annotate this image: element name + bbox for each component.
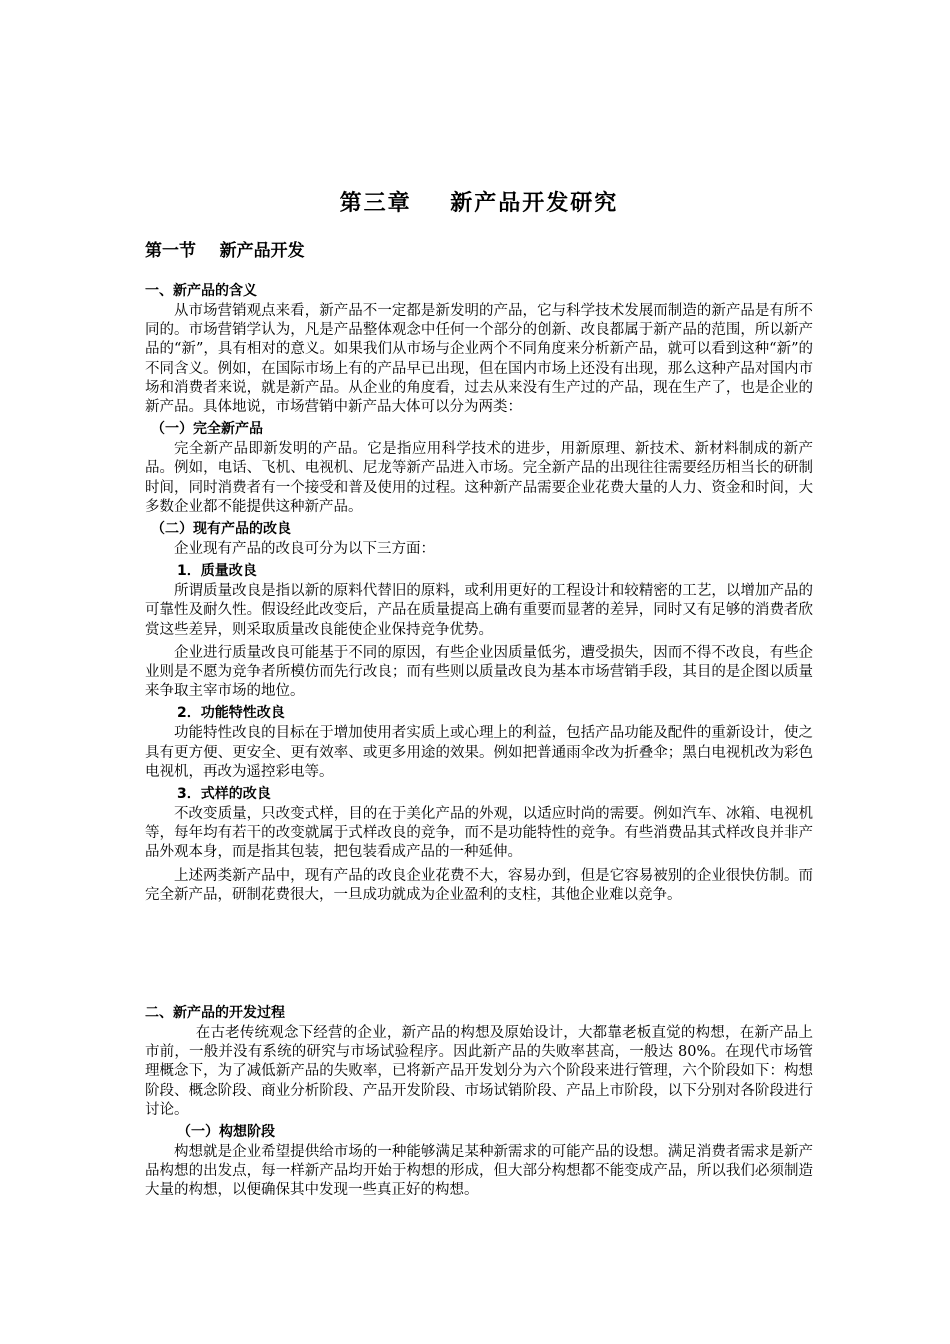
part2-heading: 二、新产品的开发过程: [145, 1005, 285, 1021]
complete-new-product-paragraph: 完全新产品即新发明的产品。它是指应用科学技术的进步，用新原理、新技术、新材料制成的新产品。例如，电话、飞机、电视机、尼龙等新产品进入市场。完全新产品的出现往往需要经历相当长的研制时间，同时消费者有一个接受和普及使用的过程。这种新产品需要企业花费大量的人力、资金和时间，大多数企业都不能提供这种新产品。: [145, 441, 813, 515]
existing-product-improvement-intro: 企业现有产品的改良可分为以下三方面：: [174, 541, 435, 558]
style-improvement-paragraph: 不改变质量，只改变式样，目的在于美化产品的外观，以适应时尚的需要。例如汽车、冰箱、电视机等，每年均有若干的改变就属于式样改良的竞争，而不是功能特性的竞争。有些消费品其式样改良并非产品外观本身，而是指其包装，把包装看成产品的一种延伸。: [145, 806, 813, 861]
quality-improvement-heading: 1．质量改良: [177, 563, 257, 580]
part1-heading: 一、新产品的含义: [145, 283, 257, 299]
section-title: 第一节 新产品开发: [145, 241, 305, 261]
part1-content: [145, 281, 813, 905]
quality-improvement-paragraph-2: 企业进行质量改良可能基于不同的原因，有些企业因质量低劣，遭受损失，因而不得不改良，有些企业则是不愿为竞争者所模仿而先行改良；而有些则以质量改良为基本市场营销手段，其目的是企图以质量来争取主宰市场的地位。: [145, 644, 813, 700]
part2-intro-paragraph: 在古老传统观念下经营的企业，新产品的构想及原始设计，大都靠老板直觉的构想，在新产品上市前，一般并没有系统的研究与市场试验程序。因此新产品的失败率甚高，一般达 80%。在现代市场管理概念下，为了减低新产品的失败率，已将新产品开发划分为六个阶段来进行管理，六个阶段如下：构想阶段、概念阶段、商业分析阶段、产品开发阶段、市场试销阶段、产品上市阶段，以下分别对各阶段进行讨论。: [145, 1025, 813, 1118]
function-improvement-paragraph: 功能特性改良的目标在于增加使用者实质上或心理上的利益，包括产品功能及配件的重新设计，使之具有更方便、更安全、更有效率、或更多用途的效果。例如把普通雨伞改为折叠伞；黑白电视机改为彩色电视机，再改为遥控彩电等。: [145, 725, 813, 780]
style-improvement-heading: 3．式样的改良: [177, 786, 271, 803]
existing-product-improvement-heading: （二）现有产品的改良: [151, 521, 291, 538]
ideation-stage-paragraph: 构想就是企业希望提供给市场的一种能够满足某种新需求的可能产品的设想。满足消费者需求是新产品构想的出发点，每一样新产品均开始于构想的形成，但大部分构想都不能变成产品，所以我们必须制造大量的构想，以便确保其中发现一些真正好的构想。: [145, 1144, 813, 1199]
ideation-stage-heading: （一）构想阶段: [177, 1124, 275, 1141]
part1-summary-paragraph: 上述两类新产品中，现有产品的改良企业花费不大，容易办到，但是它容易被别的企业很快仿制。而完全新产品，研制花费很大，一旦成功就成为企业盈利的支柱，其他企业难以竞争。: [145, 867, 813, 903]
quality-improvement-paragraph-1: 所谓质量改良是指以新的原料代替旧的原料，或利用更好的工程设计和较精密的工艺，以增加产品的可靠性及耐久性。假设经此改变后，产品在质量提高上确有重要而显著的差异，同时又有足够的消费者欣赏这些差异，则采取质量改良能使企业保持竞争优势。: [145, 583, 813, 638]
part1-intro-paragraph: 从市场营销观点来看，新产品不一定都是新发明的产品，它与科学技术发展而制造的新产品是有所不同的。市场营销学认为，凡是产品整体观念中任何一个部分的创新、改良都属于新产品的范围，所以新产品的“新”，具有相对的意义。如果我们从市场与企业两个不同角度来分析新产品，就可以看到这种“新”的不同含义。例如，在国际市场上有的产品早已出现，但在国内市场上还没有出现，那么这种产品对国内市场和消费者来说，就是新产品。从企业的角度看，过去从来没有生产过的产品，现在生产了，也是企业的新产品。具体地说，市场营销中新产品大体可以分为两类：: [145, 303, 813, 416]
part2-content: [145, 1003, 813, 1201]
chapter-title: 第三章 新产品开发研究: [339, 191, 619, 216]
function-improvement-heading: 2．功能特性改良: [177, 705, 285, 722]
complete-new-product-heading: （一）完全新产品: [151, 421, 263, 438]
